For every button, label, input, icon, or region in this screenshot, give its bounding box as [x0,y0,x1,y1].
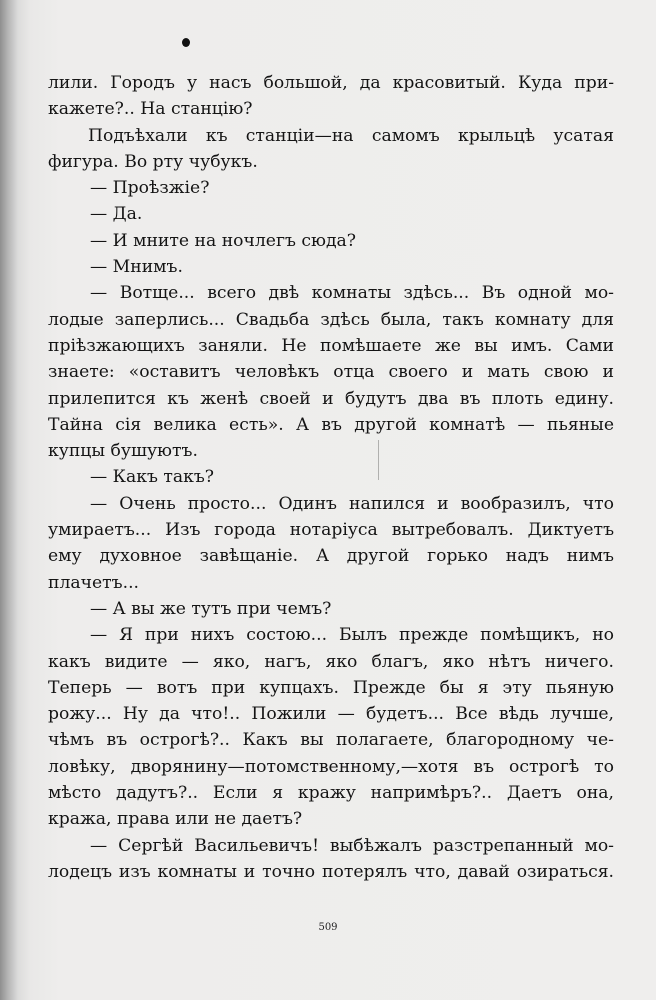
text-line: пріѣзжающихъ заняли. Не помѣшаете же вы имъ. Сами [48,335,614,356]
text-line: лодые заперлись... Свадьба здѣсь была, такъ комнату для [48,309,614,330]
text-line: знаете: «оставитъ человѣкъ отца своего и мать свою и [48,362,614,383]
text-line: чѣмъ въ острогѣ?.. Какъ вы полагаете, благородному че- [48,730,614,751]
text-line: купцы бушуютъ. [48,441,198,462]
text-line: — Мнимъ. [90,257,183,278]
text-line: Тайна сія велика есть». А въ другой комнатѣ — пьяные [48,414,614,435]
text-line: рожу... Ну да что!.. Пожили — будетъ... Все вѣдь лучше, [48,704,614,725]
text-line: лодецъ изъ комнаты и точно потерялъ что, давай озираться. [48,861,614,882]
text-line: — Да. [90,204,143,225]
ink-blot [182,38,190,47]
text-line: лили. Городъ у насъ большой, да красовитый. Куда при- [48,73,614,93]
text-line: какъ видите — яко, нагъ, яко благъ, яко нѣтъ ничего. [48,651,614,672]
text-line: — Сергѣй Васильевичъ! выбѣжалъ разстрепанный мо- [90,835,614,856]
text-line: прилепится къ женѣ своей и будутъ два въ плоть едину. [48,388,614,409]
text-line: кажете?.. На станцію? [48,99,253,120]
text-line: Теперь — вотъ при купцахъ. Прежде бы я эту пьяную [48,677,614,698]
text-line: — И мните на ночлегъ сюда? [90,230,356,251]
text-line: Подъѣхали къ станціи—на самомъ крыльцѣ усатая [88,125,614,146]
text-line: мѣсто дадутъ?.. Если я кражу напримѣръ?.. Даетъ она, [48,783,614,804]
page-number: 509 [318,922,338,933]
text-line: ловѣку, дворянину—потомственному,—хотя въ острогѣ то [48,756,614,777]
text-line: ему духовное завѣщаніе. А другой горько надъ нимъ [48,546,614,567]
text-line: фигура. Во рту чубукъ. [48,151,258,172]
text-line: — Какъ такъ? [90,467,214,488]
text-line: — Вотще... всего двѣ комнаты здѣсь... Въ одной мо- [90,283,614,304]
text-line: плачетъ... [48,572,139,593]
text-line: — А вы же тутъ при чемъ? [90,598,332,619]
text-line: — Я при нихъ состою... Былъ прежде помѣщикъ, но [90,625,614,646]
text-line: кража, права или не даетъ? [48,809,303,830]
text-line: — Проѣзжіе? [90,178,210,199]
body-text [48,70,614,885]
text-line: — Очень просто... Одинъ напился и вообразилъ, что [90,493,614,514]
text-line: умираетъ... Изъ города нотаріуса вытребовалъ. Диктуетъ [48,520,614,541]
